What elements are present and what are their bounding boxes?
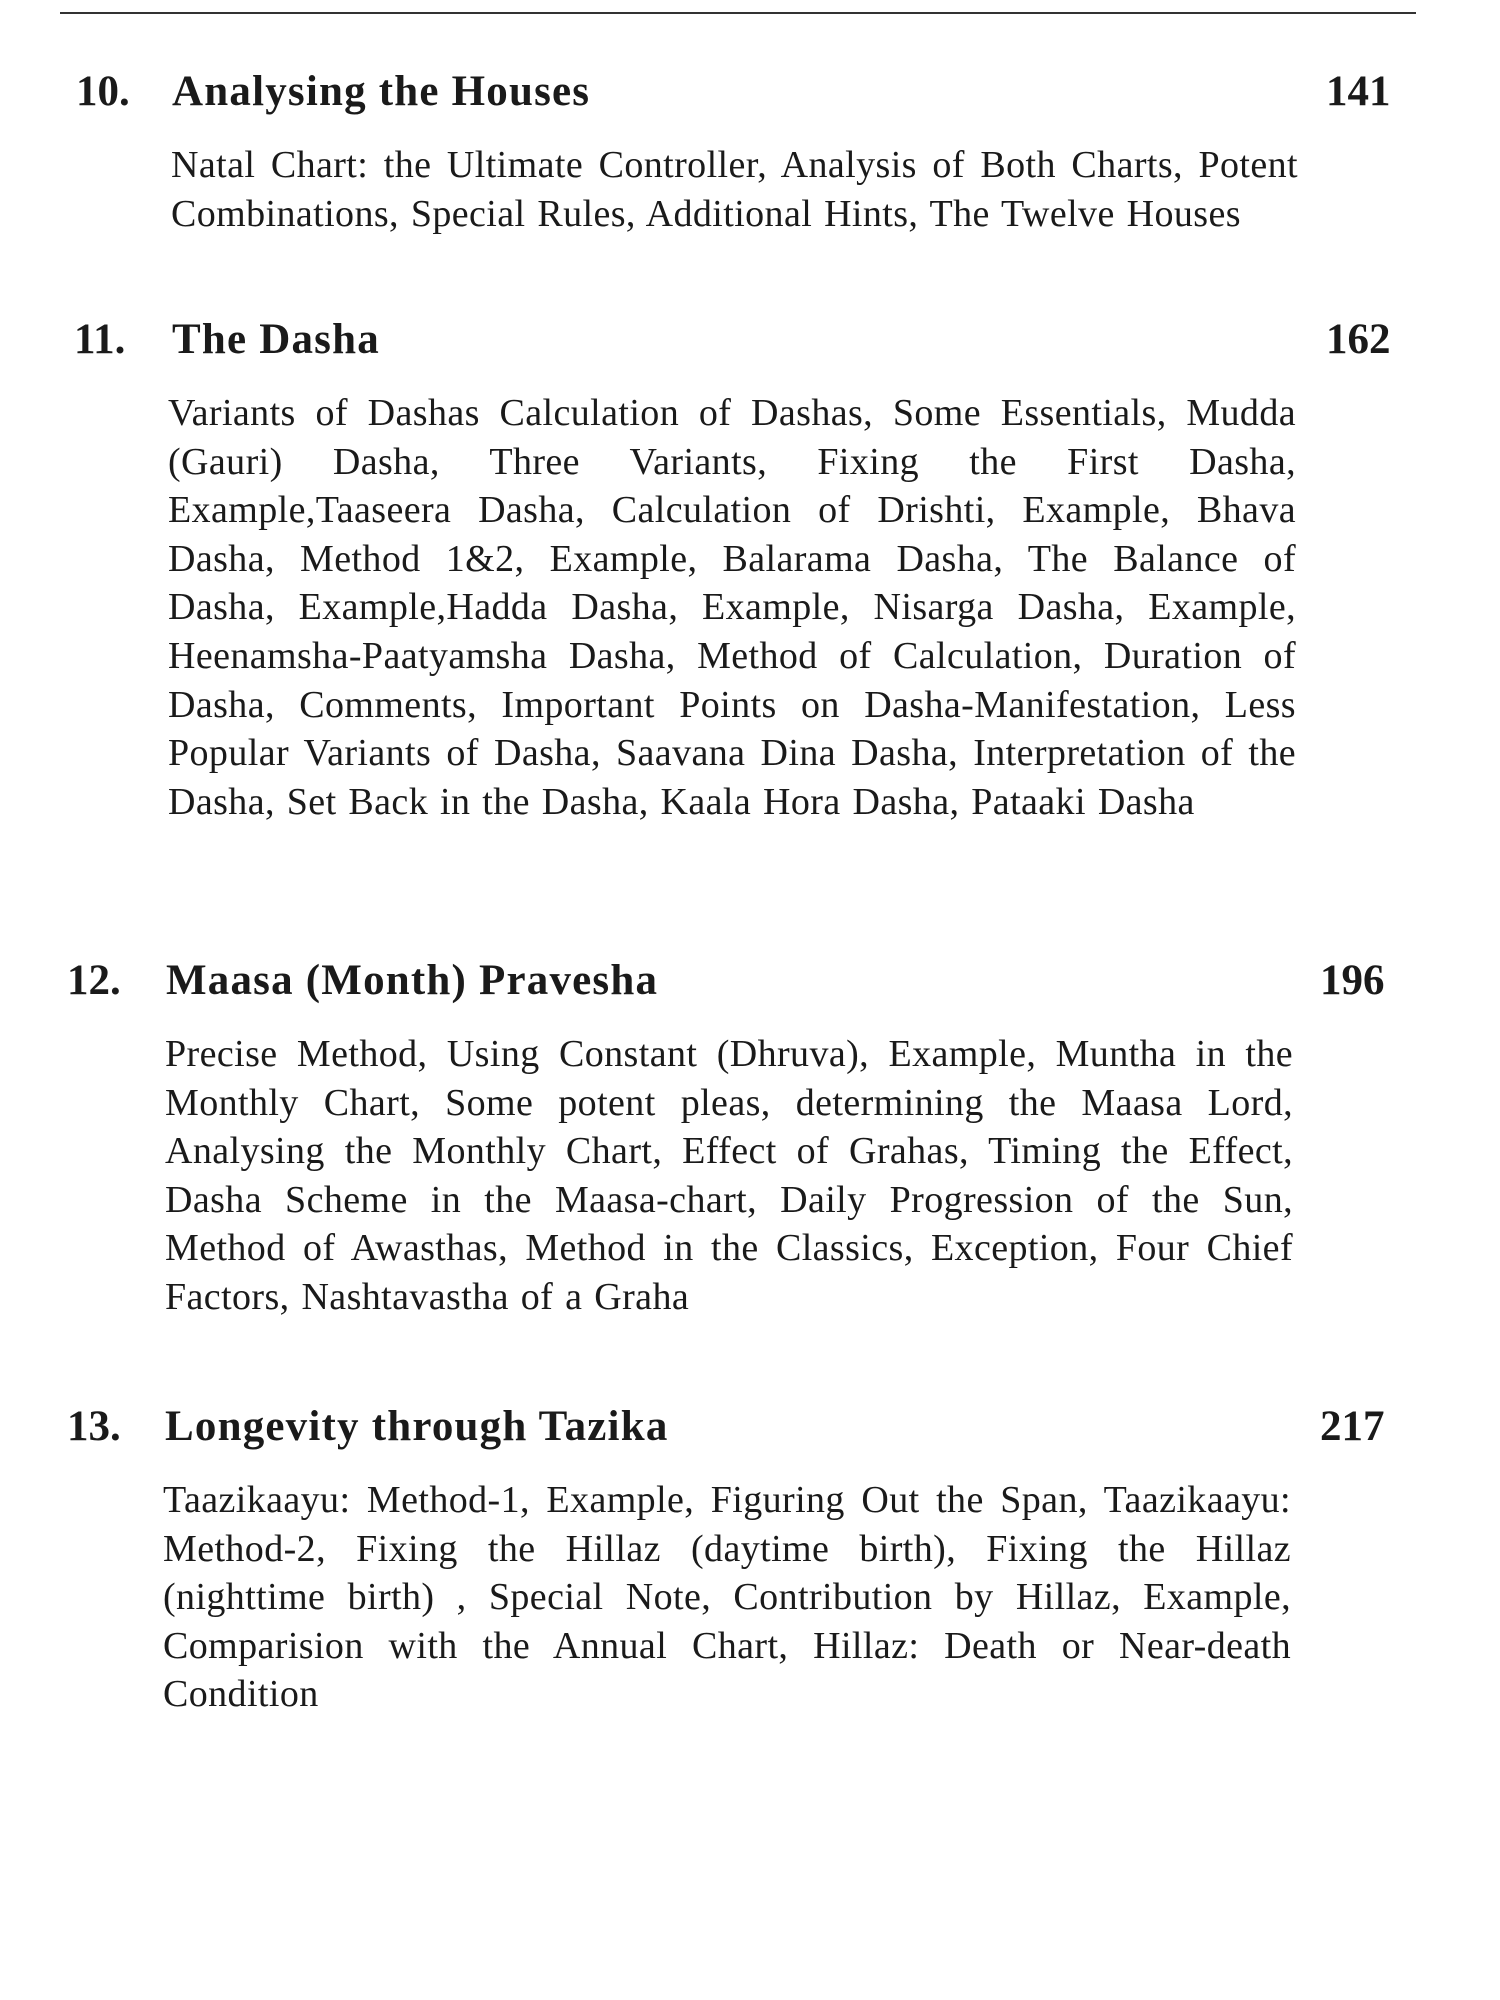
chapter-heading — [0, 1397, 1500, 1457]
top-rule — [60, 12, 1416, 14]
chapter-title[interactable]: Analysing the Houses — [172, 68, 591, 115]
toc-entry-chapter-10 — [0, 62, 1500, 235]
chapter-number: 10. — [76, 68, 130, 115]
chapter-number: 12. — [67, 957, 121, 1004]
chapter-topics: Variants of Dashas Calculation of Dashas, Some Essentials, Mudda (Gauri) Dasha, Three Variants, Fixing the First Dasha, Example,Taaseera Dasha, Calculation of Drishti, Example, Bhava Dasha, Method 1&2, Example, Balarama Dasha, The Balance of Dasha, Example,Hadda Dasha, Example, Nisarga Dasha, Example, Heenamsha-Paatyamsha Dasha, Method of Calculation, Duration of Dasha, Comments, Important Points on Dasha-Manifestation, Less Popular Variants of Dasha, Saavana Dina Dasha, Interpretation of the Dasha, Set Back in the Dasha, Kaala Hora Dasha, Pataaki Dasha — [168, 392, 1296, 823]
chapter-heading — [0, 310, 1500, 370]
chapter-page-number[interactable]: 196 — [1320, 957, 1385, 1004]
chapter-topics: Natal Chart: the Ultimate Controller, Analysis of Both Charts, Potent Combinations, Special Rules, Additional Hints, The Twelve Houses — [171, 144, 1298, 235]
chapter-topics: Precise Method, Using Constant (Dhruva), Example, Muntha in the Monthly Chart, Some potent pleas, determining the Maasa Lord, Analysing the Monthly Chart, Effect of Grahas, Timing the Effect, Dasha Scheme in the Maasa-chart, Daily Progression of the Sun, Method of Awasthas, Method in the Classics, Exception, Four Chief Factors, Nashtavastha of a Graha — [165, 1033, 1293, 1318]
chapter-page-number[interactable]: 217 — [1320, 1403, 1385, 1450]
chapter-heading — [0, 62, 1500, 122]
chapter-title[interactable]: Maasa (Month) Pravesha — [166, 957, 659, 1004]
chapter-page-number[interactable]: 141 — [1326, 68, 1391, 115]
chapter-title[interactable]: The Dasha — [172, 316, 380, 363]
chapter-topics: Taazikaayu: Method-1, Example, Figuring Out the Span, Taazikaayu: Method-2, Fixing the Hillaz (daytime birth), Fixing the Hillaz (nighttime birth) , Special Note, Contribution by Hillaz, Example, Comparision with the Annual Chart, Hillaz: Death or Near-death Condition — [163, 1479, 1291, 1716]
toc-entry-chapter-13 — [0, 1397, 1500, 1716]
chapter-page-number[interactable]: 162 — [1326, 316, 1391, 363]
chapter-heading — [0, 951, 1500, 1011]
toc-entry-chapter-12 — [0, 951, 1500, 1318]
chapter-title[interactable]: Longevity through Tazika — [165, 1403, 669, 1450]
chapter-number: 11. — [74, 316, 126, 363]
toc-entry-chapter-11 — [0, 310, 1500, 823]
chapter-number: 13. — [67, 1403, 121, 1450]
